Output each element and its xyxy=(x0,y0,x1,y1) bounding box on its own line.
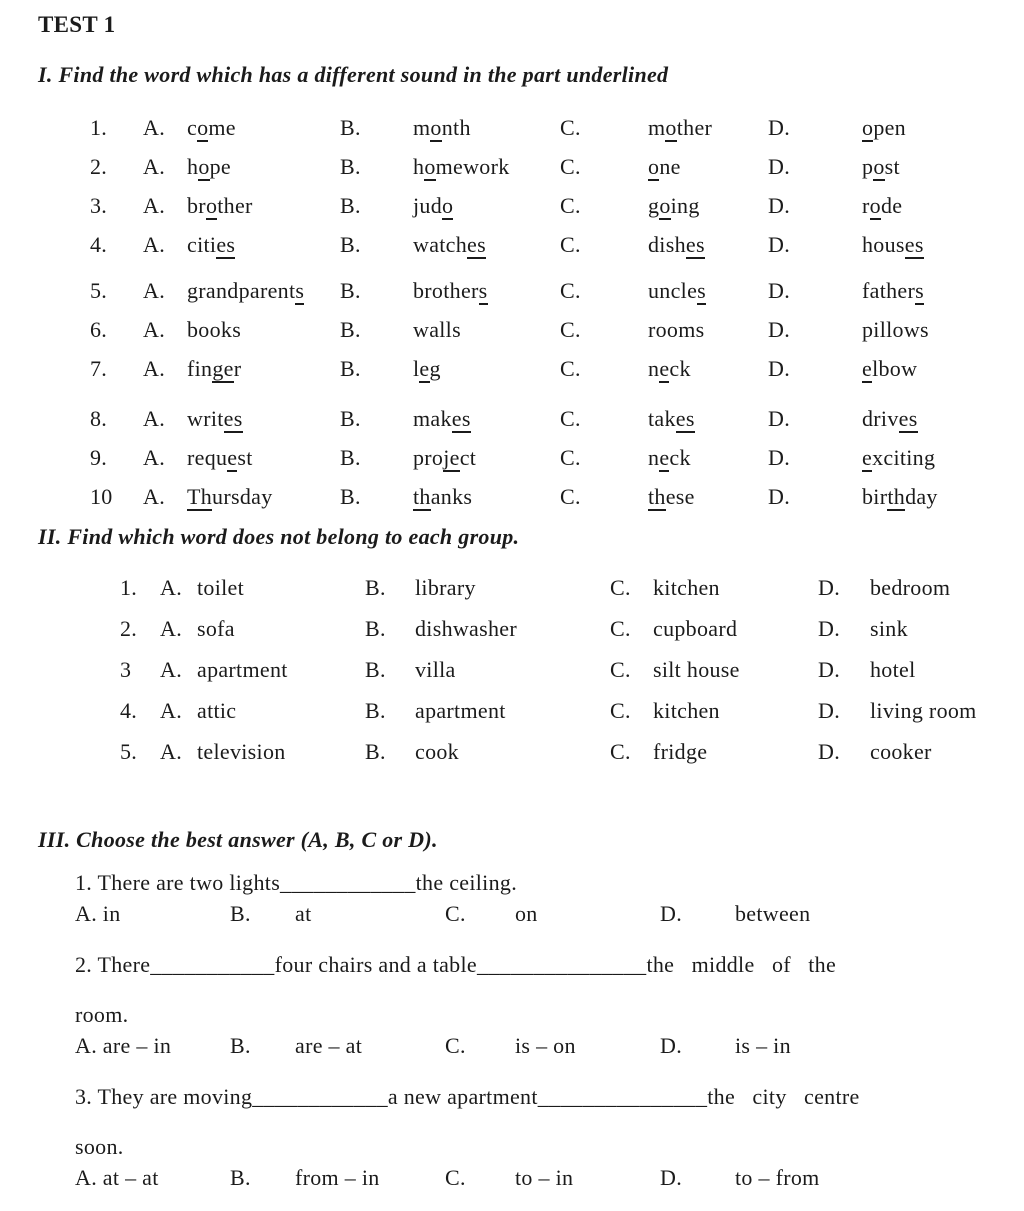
option-word: takes xyxy=(648,406,695,431)
option-word: kitchen xyxy=(653,698,720,723)
option-word: living room xyxy=(870,698,977,723)
option-word: houses xyxy=(862,232,924,257)
option-label: B. xyxy=(230,901,251,926)
option-word: watches xyxy=(413,232,486,257)
option-label: C. xyxy=(560,317,581,342)
choice-option xyxy=(75,1158,230,1198)
underlined-part: je xyxy=(443,445,460,470)
option-word: toilet xyxy=(197,575,245,600)
section1-questions xyxy=(90,108,990,516)
underlined-part: es xyxy=(904,232,924,257)
option-label: A. xyxy=(143,445,165,470)
option-label: C. xyxy=(445,901,466,926)
option-word: homework xyxy=(413,154,510,179)
option-label: A. xyxy=(143,115,165,140)
question-number: 1. xyxy=(120,575,138,600)
option-word: walls xyxy=(413,317,461,342)
option-label: A. xyxy=(143,356,165,381)
question-row xyxy=(90,225,990,264)
option-word: pillows xyxy=(862,317,929,342)
option-label: D. xyxy=(768,193,790,218)
question-row xyxy=(90,186,990,225)
underlined-part: o xyxy=(197,115,209,140)
option-value: to – in xyxy=(515,1165,574,1190)
section2-heading: II. Find which word does not belong to each group. xyxy=(38,524,520,549)
choice-question xyxy=(75,858,990,934)
option-word: leg xyxy=(413,356,441,381)
option-label: D. xyxy=(818,657,840,682)
option-word: judo xyxy=(413,193,454,218)
option-value: are – in xyxy=(102,1033,172,1058)
option-label: B. xyxy=(340,317,361,342)
question-number: 10 xyxy=(90,484,113,509)
question-number: 4. xyxy=(90,232,108,257)
option-word: elbow xyxy=(862,356,918,381)
option-label: C. xyxy=(610,575,631,600)
option-label: A. xyxy=(160,739,182,764)
question-number: 3 xyxy=(120,657,132,682)
option-word: library xyxy=(415,575,476,600)
question-row xyxy=(120,731,990,772)
choice-options-row xyxy=(75,1026,990,1066)
option-word: television xyxy=(197,739,286,764)
option-label: B. xyxy=(230,1165,251,1190)
option-word: writes xyxy=(187,406,243,431)
option-label: A. xyxy=(160,698,182,723)
option-label: B. xyxy=(365,739,386,764)
question-row xyxy=(120,690,990,731)
underlined-part: s xyxy=(295,278,305,303)
page-title: TEST 1 xyxy=(38,12,116,37)
option-label: B. xyxy=(365,575,386,600)
option-label: C. xyxy=(560,278,581,303)
option-value: from – in xyxy=(295,1165,380,1190)
option-word: neck xyxy=(648,356,691,381)
section1-heading: I. Find the word which has a different sound in the part underlined xyxy=(38,62,669,87)
question-sentence-line: 1. There are two lights____________the ceiling. xyxy=(75,870,517,895)
underlined-part: o xyxy=(205,193,218,218)
option-label: B. xyxy=(365,657,386,682)
option-label: A. xyxy=(160,575,182,600)
underlined-part: o xyxy=(424,154,436,179)
option-word: request xyxy=(187,445,253,470)
option-label: D. xyxy=(660,1165,682,1190)
underlined-part: es xyxy=(451,406,471,431)
option-word: going xyxy=(648,193,700,218)
option-word: rooms xyxy=(648,317,705,342)
option-label: C. xyxy=(560,445,581,470)
option-label: B. xyxy=(230,1033,251,1058)
underlined-part: es xyxy=(685,232,705,257)
option-word: sink xyxy=(870,616,908,641)
underlined-part: es xyxy=(898,406,918,431)
section3-heading: III. Choose the best answer (A, B, C or D). xyxy=(38,827,438,852)
question-row xyxy=(90,108,990,147)
underlined-part: e xyxy=(659,445,670,470)
option-word: neck xyxy=(648,445,691,470)
question-row xyxy=(90,477,990,516)
option-word: mother xyxy=(648,115,713,140)
option-value: is – in xyxy=(735,1033,791,1058)
option-word: project xyxy=(413,445,477,470)
option-label: C. xyxy=(445,1165,466,1190)
question-sentence-line: room. xyxy=(75,1002,129,1027)
option-label: A. xyxy=(75,901,103,926)
underlined-part: th xyxy=(413,484,431,509)
underlined-part: Th xyxy=(187,484,213,509)
question-number: 2. xyxy=(120,616,138,641)
option-label: B. xyxy=(365,616,386,641)
option-word: these xyxy=(648,484,695,509)
option-label: D. xyxy=(768,115,790,140)
question-number: 6. xyxy=(90,317,108,342)
option-word: grandparents xyxy=(187,278,305,303)
underlined-part: es xyxy=(467,232,486,257)
choice-option xyxy=(75,1026,230,1066)
option-label: B. xyxy=(340,406,361,431)
underlined-part: e xyxy=(419,356,430,381)
question-row xyxy=(90,399,990,438)
option-label: A. xyxy=(143,193,165,218)
option-label: D. xyxy=(818,739,840,764)
option-word: exciting xyxy=(862,445,936,470)
option-label: D. xyxy=(768,278,790,303)
option-label: C. xyxy=(560,484,581,509)
option-value: at – at xyxy=(102,1165,159,1190)
option-word: hotel xyxy=(870,657,916,682)
option-label: C. xyxy=(560,193,581,218)
underlined-part: es xyxy=(675,406,695,431)
underlined-part: s xyxy=(697,278,707,303)
underlined-part: e xyxy=(227,445,238,470)
option-word: makes xyxy=(413,406,471,431)
option-label: D. xyxy=(768,484,790,509)
option-word: post xyxy=(862,154,900,179)
option-label: D. xyxy=(768,356,790,381)
option-word: bedroom xyxy=(870,575,951,600)
option-label: C. xyxy=(610,657,631,682)
underlined-part: s xyxy=(915,278,924,303)
underlined-part: o xyxy=(198,154,210,179)
option-label: A. xyxy=(75,1033,103,1058)
option-word: cooker xyxy=(870,739,932,764)
option-word: dishwasher xyxy=(415,616,517,641)
option-word: cupboard xyxy=(653,616,738,641)
option-label: B. xyxy=(340,232,361,257)
question-row xyxy=(120,608,990,649)
option-label: D. xyxy=(768,232,790,257)
underlined-part: o xyxy=(659,193,671,218)
option-label: C. xyxy=(560,406,581,431)
option-label: B. xyxy=(340,193,361,218)
question-row xyxy=(120,649,990,690)
question-row xyxy=(90,438,990,477)
option-label: D. xyxy=(768,154,790,179)
option-label: B. xyxy=(340,356,361,381)
option-word: come xyxy=(187,115,236,140)
option-word: open xyxy=(862,115,906,140)
question-number: 1. xyxy=(90,115,108,140)
underlined-part: es xyxy=(216,232,236,257)
choice-question xyxy=(75,1072,990,1198)
option-value: on xyxy=(515,901,538,926)
option-label: B. xyxy=(340,115,361,140)
option-label: D. xyxy=(660,1033,682,1058)
option-label: A. xyxy=(160,616,182,641)
option-label: C. xyxy=(610,739,631,764)
question-number: 2. xyxy=(90,154,108,179)
underlined-part: ge xyxy=(212,356,234,381)
option-word: thanks xyxy=(413,484,473,509)
option-label: C. xyxy=(610,698,631,723)
question-number: 3. xyxy=(90,193,108,218)
option-word: attic xyxy=(197,698,237,723)
underlined-part: e xyxy=(862,445,873,470)
option-label: A. xyxy=(143,317,165,342)
option-word: apartment xyxy=(197,657,288,682)
option-label: D. xyxy=(818,698,840,723)
option-word: brothers xyxy=(413,278,488,303)
option-word: books xyxy=(187,317,242,342)
option-label: D. xyxy=(768,445,790,470)
choice-options-row xyxy=(75,1158,990,1198)
option-value: between xyxy=(735,901,811,926)
option-word: rode xyxy=(862,193,903,218)
option-word: one xyxy=(648,154,681,179)
choice-options-row xyxy=(75,894,990,934)
option-word: cities xyxy=(187,232,236,257)
underlined-part: o xyxy=(869,193,881,218)
underlined-part: o xyxy=(873,154,885,179)
underlined-part: o xyxy=(430,115,442,140)
underlined-part: o xyxy=(648,154,660,179)
choice-option xyxy=(75,894,230,934)
option-label: C. xyxy=(560,232,581,257)
question-number: 4. xyxy=(120,698,138,723)
option-value: is – on xyxy=(515,1033,576,1058)
option-label: C. xyxy=(610,616,631,641)
option-word: sofa xyxy=(197,616,235,641)
option-value: to – from xyxy=(735,1165,820,1190)
question-row xyxy=(90,147,990,186)
underlined-part: o xyxy=(665,115,677,140)
option-label: A. xyxy=(143,154,165,179)
option-word: birthday xyxy=(862,484,938,509)
option-label: A. xyxy=(143,484,165,509)
option-word: fridge xyxy=(653,739,708,764)
option-word: drives xyxy=(862,406,918,431)
question-row xyxy=(90,310,990,349)
section2-questions xyxy=(120,567,990,772)
option-word: fathers xyxy=(862,278,924,303)
underlined-part: es xyxy=(223,406,243,431)
option-word: uncles xyxy=(648,278,707,303)
underlined-part: th xyxy=(887,484,906,509)
option-label: A. xyxy=(143,406,165,431)
option-value: at xyxy=(295,901,312,926)
underlined-part: th xyxy=(648,484,666,509)
option-label: A. xyxy=(160,657,182,682)
option-word: villa xyxy=(415,657,456,682)
option-label: B. xyxy=(340,154,361,179)
option-label: D. xyxy=(768,317,790,342)
option-word: cook xyxy=(415,739,459,764)
option-label: D. xyxy=(660,901,682,926)
option-label: B. xyxy=(340,278,361,303)
question-row xyxy=(120,567,990,608)
underlined-part: o xyxy=(442,193,454,218)
option-label: D. xyxy=(818,616,840,641)
option-label: B. xyxy=(340,445,361,470)
option-label: A. xyxy=(75,1165,103,1190)
underlined-part: e xyxy=(659,356,670,381)
option-word: kitchen xyxy=(653,575,720,600)
question-number: 9. xyxy=(90,445,108,470)
option-label: C. xyxy=(560,356,581,381)
option-label: D. xyxy=(768,406,790,431)
option-label: C. xyxy=(560,115,581,140)
question-sentence-line: 2. There___________four chairs and a table_______________the middle of the xyxy=(75,952,837,977)
option-label: A. xyxy=(143,278,165,303)
option-word: finger xyxy=(187,356,242,381)
question-number: 5. xyxy=(90,278,108,303)
question-number: 5. xyxy=(120,739,138,764)
option-value: are – at xyxy=(295,1033,363,1058)
question-sentence-line: soon. xyxy=(75,1134,124,1159)
question-row xyxy=(90,349,990,388)
question-sentence-line: 3. They are moving____________a new apartment_______________the city centre xyxy=(75,1084,860,1109)
option-label: C. xyxy=(445,1033,466,1058)
option-label: D. xyxy=(818,575,840,600)
question-number: 8. xyxy=(90,406,108,431)
option-value: in xyxy=(102,901,121,926)
option-word: silt house xyxy=(653,657,740,682)
option-label: B. xyxy=(340,484,361,509)
choice-question xyxy=(75,940,990,1066)
underlined-part: o xyxy=(862,115,874,140)
underlined-part: s xyxy=(478,278,488,303)
option-label: A. xyxy=(143,232,165,257)
option-word: month xyxy=(413,115,471,140)
option-word: hope xyxy=(187,154,231,179)
underlined-part: e xyxy=(862,356,873,381)
option-word: dishes xyxy=(648,232,705,257)
option-word: Thursday xyxy=(187,484,273,509)
section3-questions xyxy=(75,858,990,1198)
option-word: brother xyxy=(187,193,253,218)
option-label: C. xyxy=(560,154,581,179)
question-number: 7. xyxy=(90,356,108,381)
question-row xyxy=(90,271,990,310)
option-word: apartment xyxy=(415,698,506,723)
option-label: B. xyxy=(365,698,386,723)
